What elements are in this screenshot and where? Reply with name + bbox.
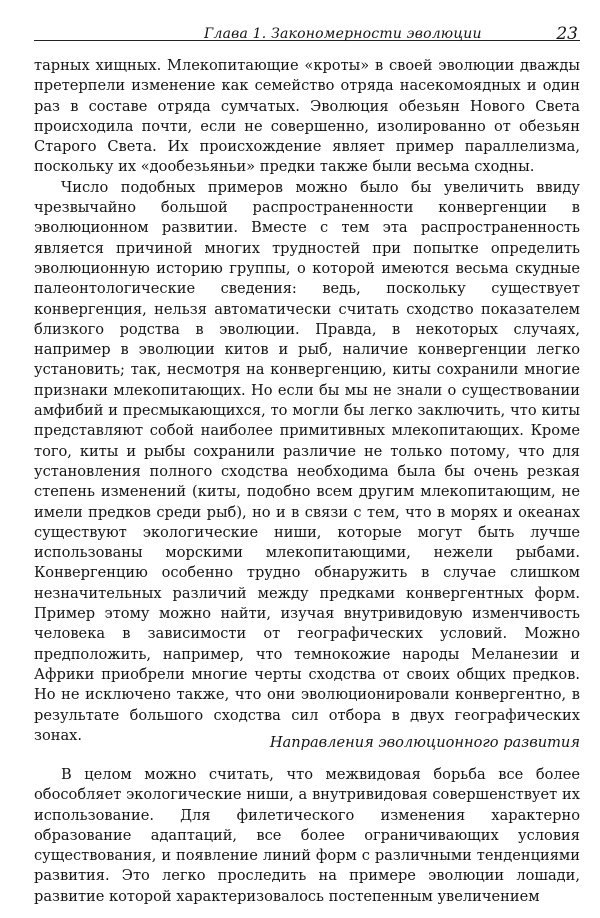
paragraph-convergence: Число подобных примеров можно было бы увеличить ввиду чрезвычайно большой распространенности конвергенции в эволюционном развитии. Вместе с тем эта распространенность является причиной многих трудностей при попытке определить эволюционную историю группы, о которой имеются весьма скудные палеонтологические сведения: ведь, поскольку существует конвергенция, нельзя автоматически считать сходство показателем близкого родства в эволюции. Правда, в некоторых случаях, например в эволюции китов и рыб, наличие конвергенции легко установить; так, несмотря на конвергенцию, киты сохранили многие признаки млекопитающих. Но если бы мы не знали о существовании амфибий и пресмыкающихся, то могли бы легко заключить, что киты представляют собой наиболее примитивных млекопитающих. Кроме того, киты и рыбы сохранили различие не только потому, что для установления полного сходства необходима была бы очень резкая степень изменений (киты, подобно всем другим млекопитающим, не имели предков среди рыб), но и в связи с тем, что в морях и океанах существуют экологические ниши, которые могут быть лучше использованы морскими млекопитающими, нежели рыбами. Конвергенцию особенно трудно обнаружить в случае слишком незначительных различий между предками конвергентных форм. Пример этому можно найти, изучая внутривидовую изменчивость человека в зависимости от географических условий. Можно предположить, например, что темнокожие народы Меланезии и Африки приобрели многие черты сходства от своих общих предков. Но не исключено также, что они эволюционировали конвергентно, в результате большого сходства сил отбора в двух географических зонах. bbox=[34, 178, 580, 744]
paragraph-continuation: тарных хищных. Млекопитающие «кроты» в своей эволюции дважды претерпели изменение как семейство отряда насекомоядных и один раз в составе отряда сумчатых. Эволюция обезьян Нового Света происходила почти, если не совершенно, изолированно от обезьян Старого Света. Их происхождение являет пример параллелизма, поскольку их «дообезьяньи» предки также были весьма сходны. bbox=[34, 57, 580, 176]
running-head bbox=[34, 10, 580, 44]
paragraph-directions: В целом можно считать, что межвидовая борьба все более обособляет экологические ниши, а внутривидовая совершенствует их использование. Для филетического изменения характерно образование адаптаций, все более ограничивающих условия существования, и появление линий форм с различными тенденциями развития. Это легко проследить на примере эволюции лошади, развитие которой характеризовалось постепенным увеличением bbox=[34, 766, 580, 905]
page-number: 23 bbox=[556, 24, 578, 44]
book-page bbox=[34, 0, 580, 918]
running-title: Глава 1. Закономерности эволюции bbox=[204, 26, 482, 42]
main-text bbox=[34, 56, 580, 746]
section-heading: Направления эволюционного развития bbox=[269, 734, 580, 751]
section-text bbox=[34, 765, 580, 907]
